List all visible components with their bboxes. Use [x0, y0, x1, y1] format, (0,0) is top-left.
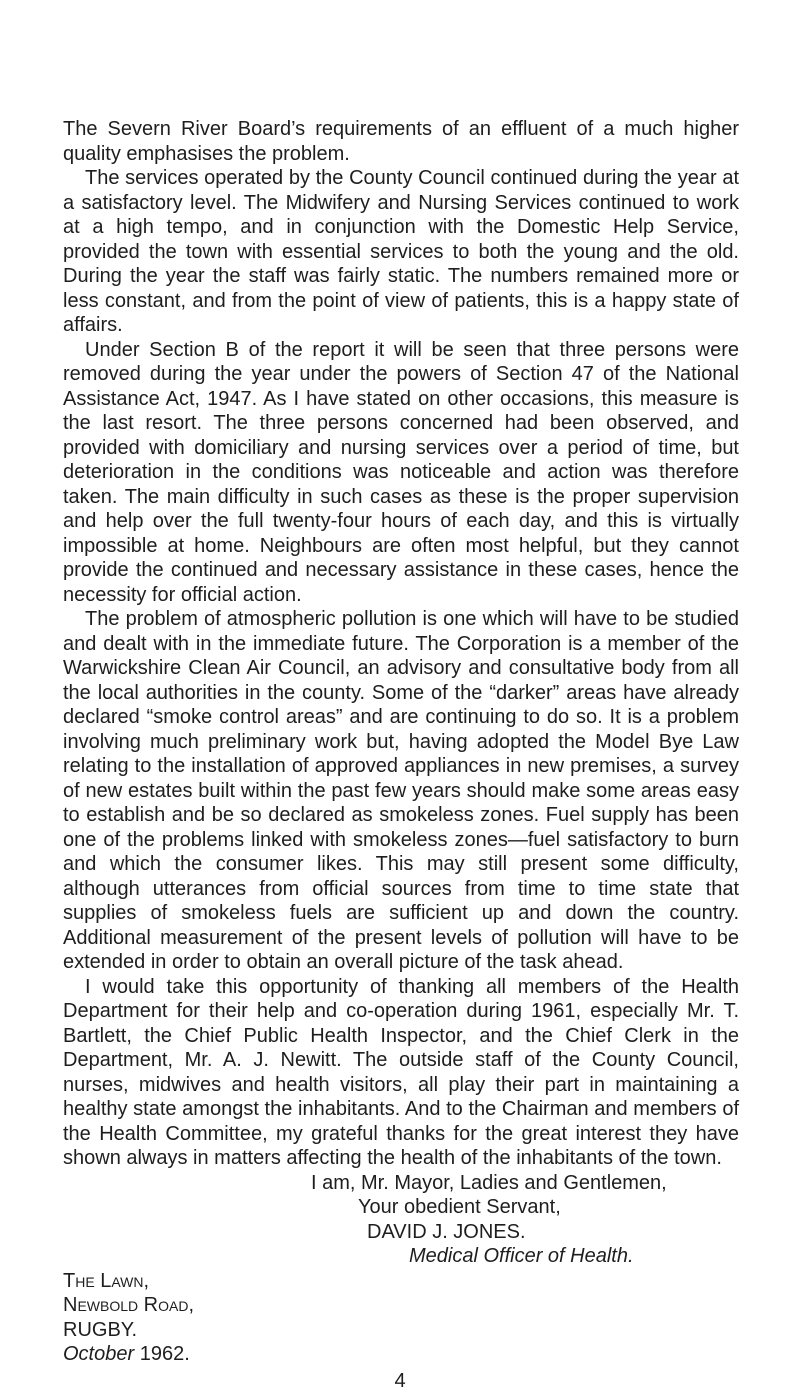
paragraph-county-services: The services operated by the County Council continued during the year at a satisfactory level. The Midwifery and Nursing Services continued to work at a high tempo, and in conjunction with the Domestic Help Service, provided the town with essential services to both the young and the old. During the year the staff was fairly static. The numbers remained more or less constant, and from the point of view of patients, this is a happy state of affairs.	[63, 167, 739, 336]
signatory-name: DAVID J. JONES.	[367, 1220, 526, 1243]
address-line-3: RUGBY.	[63, 1318, 138, 1341]
address-line-2: Newbold Road,	[63, 1294, 195, 1316]
closing-salutation: I am, Mr. Mayor, Ladies and Gentlemen,	[311, 1171, 667, 1194]
paragraph-atmospheric-pollution: The problem of atmospheric pollution is one which will have to be studied and dealt with in the immediate future. The Corporation is a member of the Warwickshire Clean Air Council, an advisory and consultative body from all the local authorities in the county. Some of the “darker” areas have already declared “smoke control areas” and are continuing to do so. It is a problem involving much preliminary work but, having adopted the Model Bye Law relating to the installation of approved appliances in new premises, a survey of new estates built within the past few years should make some areas easy to establish and be so declared as smokeless zones. Fuel supply has been one of the problems linked with smokeless zones—fuel satisfactory to burn and which the consumer likes. This may still present some difficulty, although utterances from official sources from time to time state that supplies of smokeless fuels are sufficient up and down the country. Additional measurement of the present levels of pollution will have to be extended in order to obtain an overall picture of the task ahead.	[63, 608, 739, 973]
date-month: October	[63, 1343, 135, 1365]
page-number: 4	[394, 1370, 406, 1392]
closing-valediction: Your obedient Servant,	[358, 1196, 561, 1218]
date-year: 1962.	[139, 1343, 190, 1365]
address-line-1: The Lawn,	[63, 1269, 150, 1292]
letter-date	[63, 1342, 739, 1367]
sender-address	[63, 1269, 739, 1367]
signatory-title: Medical Officer of Health.	[409, 1245, 634, 1267]
paragraph-section-b-removals: Under Section B of the report it will be seen that three persons were removed during the year under the powers of Section 47 of the National Assistance Act, 1947. As I have stated on other occasions, this measure is the last resort. The three persons concerned had been observed, and provided with domiciliary and nursing services over a period of time, but deterioration in the conditions was noticeable and action was therefore taken. The main difficulty in such cases as these is the proper supervision and help over the full twenty-four hours of each day, and this is virtually impossible at home. Neighbours are often most helpful, but they cannot provide the continued and necessary assistance in these cases, hence the necessity for official action.	[63, 338, 739, 606]
paragraph-acknowledgements: I would take this opportunity of thanking all members of the Health Department for their help and co-operation during 1961, especially Mr. T. Bartlett, the Chief Public Health Inspector, and the Chief Clerk in the Department, Mr. A. J. Newitt. The outside staff of the County Council, nurses, midwives and health visitors, all play their part in maintaining a healthy state amongst the inhabitants. And to the Chairman and members of the Health Committee, my grateful thanks for the great interest they have shown always in matters affecting the health of the inhabitants of the town.	[63, 975, 739, 1169]
report-body	[63, 117, 739, 1367]
paragraph-effluent: The Severn River Board’s requirements of an effluent of a much higher quality emphasises the problem.	[63, 118, 739, 165]
